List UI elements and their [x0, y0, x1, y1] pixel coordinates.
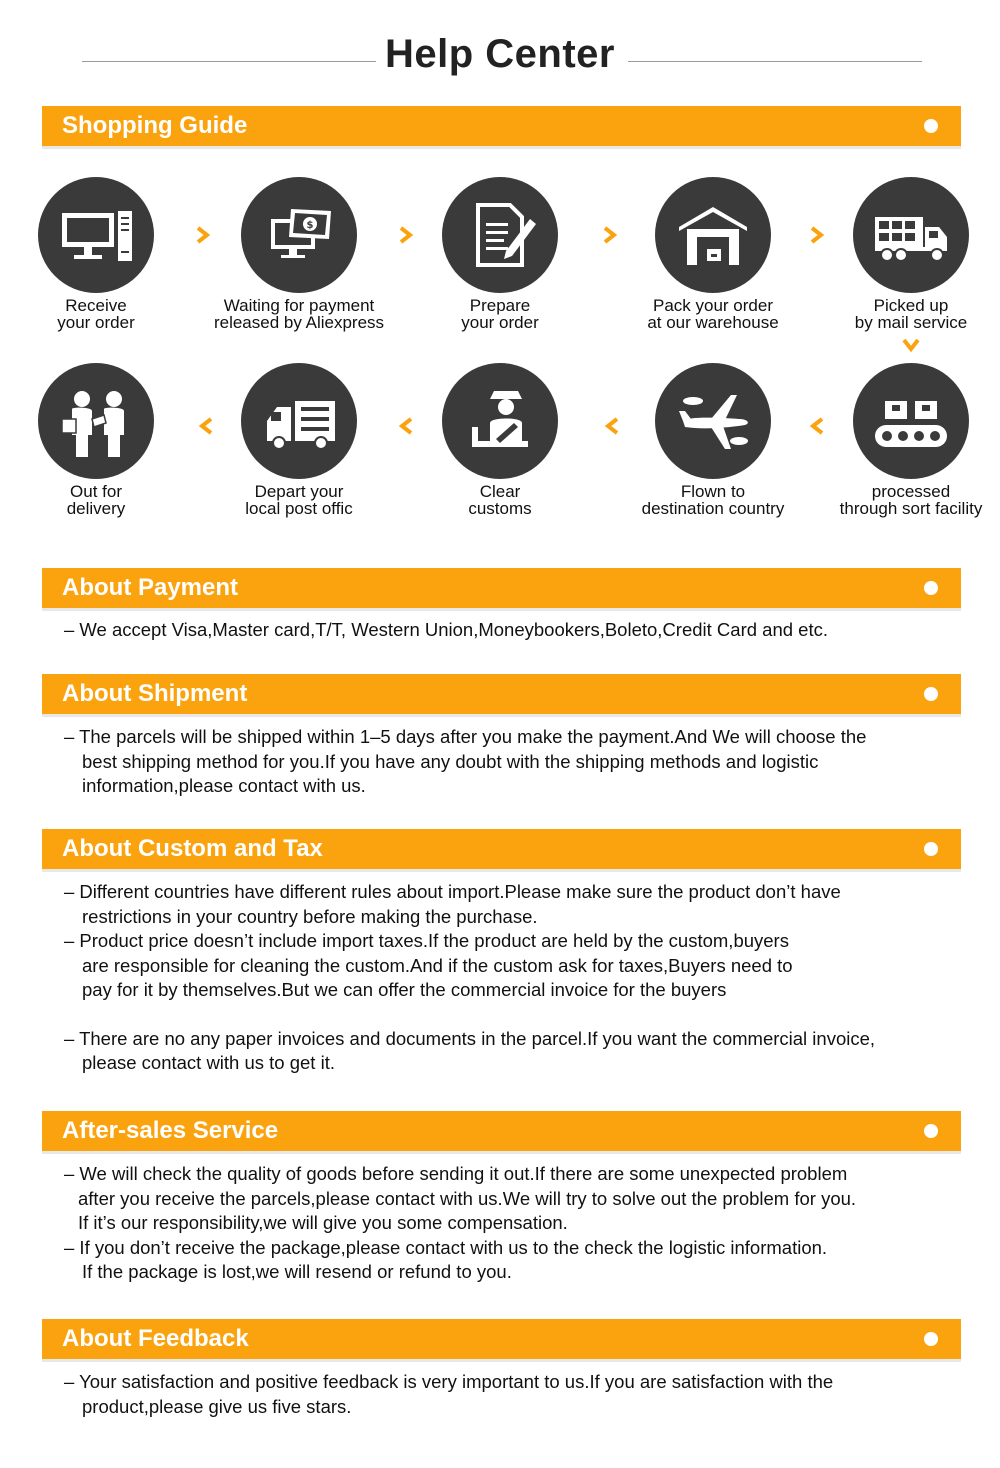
- feedback-text: [64, 1370, 833, 1419]
- step-waiting-payment: [199, 177, 399, 331]
- step-caption-line2: delivery: [66, 499, 126, 518]
- text-line: If it’s our responsibility,we will give you some compensation.: [78, 1212, 568, 1233]
- step-caption-line2: customs: [468, 499, 532, 518]
- text-line: – Different countries have different rules about import.Please make sure the product don’t have: [64, 881, 841, 902]
- section-title: After-sales Service: [62, 1117, 279, 1144]
- step-caption-line2: by mail service: [854, 313, 968, 332]
- text-line: – Your satisfaction and positive feedback is very important to us.If you are satisfaction with the: [64, 1371, 834, 1392]
- section-title: About Shipment: [62, 680, 248, 707]
- bullet-dot-icon: [924, 687, 938, 701]
- section-bar-about-shipment: [42, 674, 961, 714]
- aftersales-text: [64, 1162, 856, 1285]
- text-line: information,please contact with us.: [82, 775, 366, 796]
- computer-icon: [38, 177, 154, 293]
- step-caption-line1: processed: [871, 482, 951, 501]
- chevron-right-icon: [600, 225, 620, 245]
- step-caption-line1: Receive: [65, 296, 127, 315]
- chevron-left-icon: [807, 416, 827, 436]
- payment-text: [64, 618, 828, 643]
- step-caption-line2: through sort facility: [839, 499, 983, 518]
- chevron-left-icon: [602, 416, 622, 436]
- chevron-left-icon: [196, 416, 216, 436]
- chevron-down-icon: [901, 335, 921, 355]
- text-line: please contact with us to get it.: [82, 1052, 335, 1073]
- step-caption-line1: Depart your: [254, 482, 344, 501]
- bullet-dot-icon: [924, 119, 938, 133]
- step-sort-facility: [811, 363, 1000, 517]
- text-line: – We will check the quality of goods before sending it out.If there are some unexpected problem: [64, 1163, 848, 1184]
- delivery-truck-icon: [241, 363, 357, 479]
- step-caption-line1: Pack your order: [653, 296, 773, 315]
- chevron-right-icon: [396, 225, 416, 245]
- header: [0, 32, 1000, 88]
- conveyor-icon: [853, 363, 969, 479]
- text-line: after you receive the parcels,please contact with us.We will try to solve out the problem for you.: [78, 1187, 857, 1209]
- chevron-left-icon: [396, 416, 416, 436]
- text-line: – We accept Visa,Master card,T/T, Western Union,Moneybookers,Boleto,Credit Card and etc.: [64, 619, 828, 640]
- title-divider-right: [628, 61, 922, 62]
- step-depart-post-office: [199, 363, 399, 517]
- warehouse-icon: [655, 177, 771, 293]
- section-title: About Custom and Tax: [62, 835, 323, 862]
- text-line: pay for it by themselves.But we can offer the commercial invoice for the buyers: [82, 979, 727, 1000]
- step-flown-destination: [613, 363, 813, 517]
- step-pack-warehouse: [613, 177, 813, 331]
- step-caption-line1: Clear: [479, 482, 521, 501]
- step-prepare-order: [400, 177, 600, 331]
- bullet-dot-icon: [924, 581, 938, 595]
- truck-icon: [853, 177, 969, 293]
- customs-officer-icon: [442, 363, 558, 479]
- step-picked-up: [811, 177, 1000, 331]
- step-caption-line1: Flown to: [680, 482, 746, 501]
- payment-icon: [241, 177, 357, 293]
- bullet-dot-icon: [924, 1332, 938, 1346]
- step-caption-line2: local post offic: [245, 499, 353, 518]
- step-caption-line1: Picked up: [873, 296, 949, 315]
- text-line: – There are no any paper invoices and documents in the parcel.If you want the commercial invoice,: [64, 1027, 876, 1049]
- custom-text: [64, 880, 875, 1076]
- chevron-right-icon: [807, 225, 827, 245]
- shipment-text: [64, 725, 866, 799]
- section-bar-about-payment: [42, 568, 961, 608]
- step-out-for-delivery: [0, 363, 196, 517]
- step-caption-line2: your order: [461, 313, 539, 332]
- section-bar-about-feedback: [42, 1319, 961, 1359]
- step-caption-line2: at our warehouse: [647, 313, 779, 332]
- step-caption-line2: destination country: [641, 499, 785, 518]
- step-caption-line2: released by Aliexpress: [213, 313, 385, 332]
- text-line: restrictions in your country before making the purchase.: [82, 905, 538, 927]
- step-clear-customs: [400, 363, 600, 517]
- text-line: – The parcels will be shipped within 1–5 days after you make the payment.And We will choose the: [64, 726, 867, 747]
- airplane-icon: [655, 363, 771, 479]
- text-line: best shipping method for you.If you have any doubt with the shipping methods and logistic: [82, 750, 819, 772]
- section-bar-about-custom-tax: [42, 829, 961, 869]
- step-caption-line1: Waiting for payment: [223, 296, 375, 315]
- chevron-right-icon: [193, 225, 213, 245]
- step-caption-line1: Out for: [70, 482, 122, 501]
- text-line: – If you don’t receive the package,please contact with us to the check the logistic information.: [64, 1236, 828, 1258]
- bullet-dot-icon: [924, 842, 938, 856]
- courier-icon: [38, 363, 154, 479]
- page-title: Help Center: [385, 32, 615, 76]
- text-line: – Product price doesn’t include import taxes.If the product are held by the custom,buyers: [64, 930, 789, 951]
- section-title: Shopping Guide: [62, 112, 248, 139]
- svg-text:$: $: [306, 220, 314, 231]
- bullet-dot-icon: [924, 1124, 938, 1138]
- document-icon: [442, 177, 558, 293]
- text-line: are responsible for cleaning the custom.And if the custom ask for taxes,Buyers need to: [82, 954, 793, 976]
- section-bar-shopping-guide: [42, 106, 961, 146]
- section-title: About Feedback: [62, 1325, 249, 1352]
- step-caption-line2: your order: [57, 313, 135, 332]
- text-line: If the package is lost,we will resend or refund to you.: [82, 1261, 512, 1282]
- step-receive-order: [0, 177, 196, 331]
- section-bar-after-sales: [42, 1111, 961, 1151]
- step-caption-line1: Prepare: [469, 296, 531, 315]
- text-line: product,please give us five stars.: [82, 1395, 352, 1417]
- section-title: About Payment: [62, 574, 239, 601]
